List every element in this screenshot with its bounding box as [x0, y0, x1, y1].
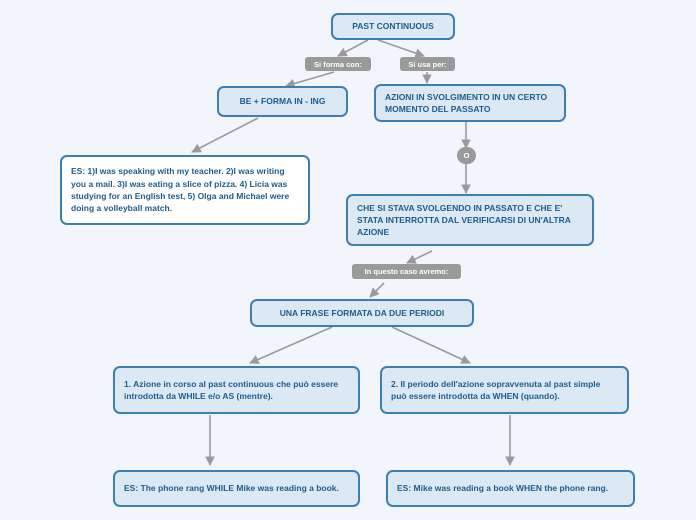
edge-label-text: Si usa per:	[408, 59, 447, 69]
node-label: AZIONI IN SVOLGIMENTO IN UN CERTO MOMENTO DEL PASSATO	[385, 91, 548, 114]
node-past-continuous[interactable]	[331, 13, 455, 40]
edge-label-text: Si forma con:	[314, 59, 362, 69]
node-label: 1. Azione in corso al past continuous che può essere introdotta da WHILE e/o AS (mentre).	[124, 378, 339, 401]
edge-twoperiods-to-period1	[250, 327, 332, 363]
node-azioni-svolgimento[interactable]	[374, 84, 566, 122]
node-examples-list[interactable]	[60, 155, 310, 225]
node-label: CHE SI STAVA SVOLGENDO IN PASSATO E CHE E' STATA INTERROTTA DAL VERIFICARSI DI UN'ALTRA AZIONE	[357, 202, 571, 238]
edge-interrupted-to-case-label	[407, 251, 432, 263]
edge-form-to-examples	[192, 118, 258, 152]
edge-twoperiods-to-period2	[392, 327, 470, 363]
edge-label-text: O	[463, 151, 470, 160]
node-example-while[interactable]	[113, 470, 360, 507]
node-be-forma-ing[interactable]	[217, 86, 348, 117]
edge-label-text: In questo caso avremo:	[364, 267, 449, 276]
edge-case-label-to-twoperiods	[370, 283, 384, 297]
edge-label-si-usa-per	[400, 57, 455, 71]
node-period-1[interactable]	[113, 366, 360, 414]
edge-label-si-forma-con	[305, 57, 371, 71]
node-period-2[interactable]	[380, 366, 629, 414]
edge-root-to-form-label	[338, 40, 368, 56]
edge-label-o	[457, 147, 476, 164]
edge-form-label-to-form	[286, 72, 334, 86]
node-label: 2. Il periodo dell'azione sopravvenuta al past simple può essere introdotta da WHEN (quando).	[391, 378, 601, 401]
node-label: UNA FRASE FORMATA DA DUE PERIODI	[279, 307, 445, 318]
node-label: ES: Mike was reading a book WHEN the phone rang.	[397, 483, 609, 494]
node-due-periodi[interactable]	[250, 299, 474, 327]
node-interrupted-action[interactable]	[346, 194, 594, 246]
node-label: ES: The phone rang WHILE Mike was reading a book.	[124, 483, 339, 494]
node-example-when[interactable]	[386, 470, 635, 507]
edge-root-to-use-label	[378, 40, 424, 56]
node-label: PAST CONTINUOUS	[352, 21, 434, 32]
node-label: ES: 1)I was speaking with my teacher. 2)I was writing you a mail. 3)I was eating a slice of pizza. 4) Licia was studying for an English test, 5) Olga and Michael were doing a volleyball match.	[71, 166, 290, 214]
edge-label-in-questo-caso	[352, 264, 461, 279]
node-label: BE + FORMA IN - ING	[239, 96, 326, 107]
